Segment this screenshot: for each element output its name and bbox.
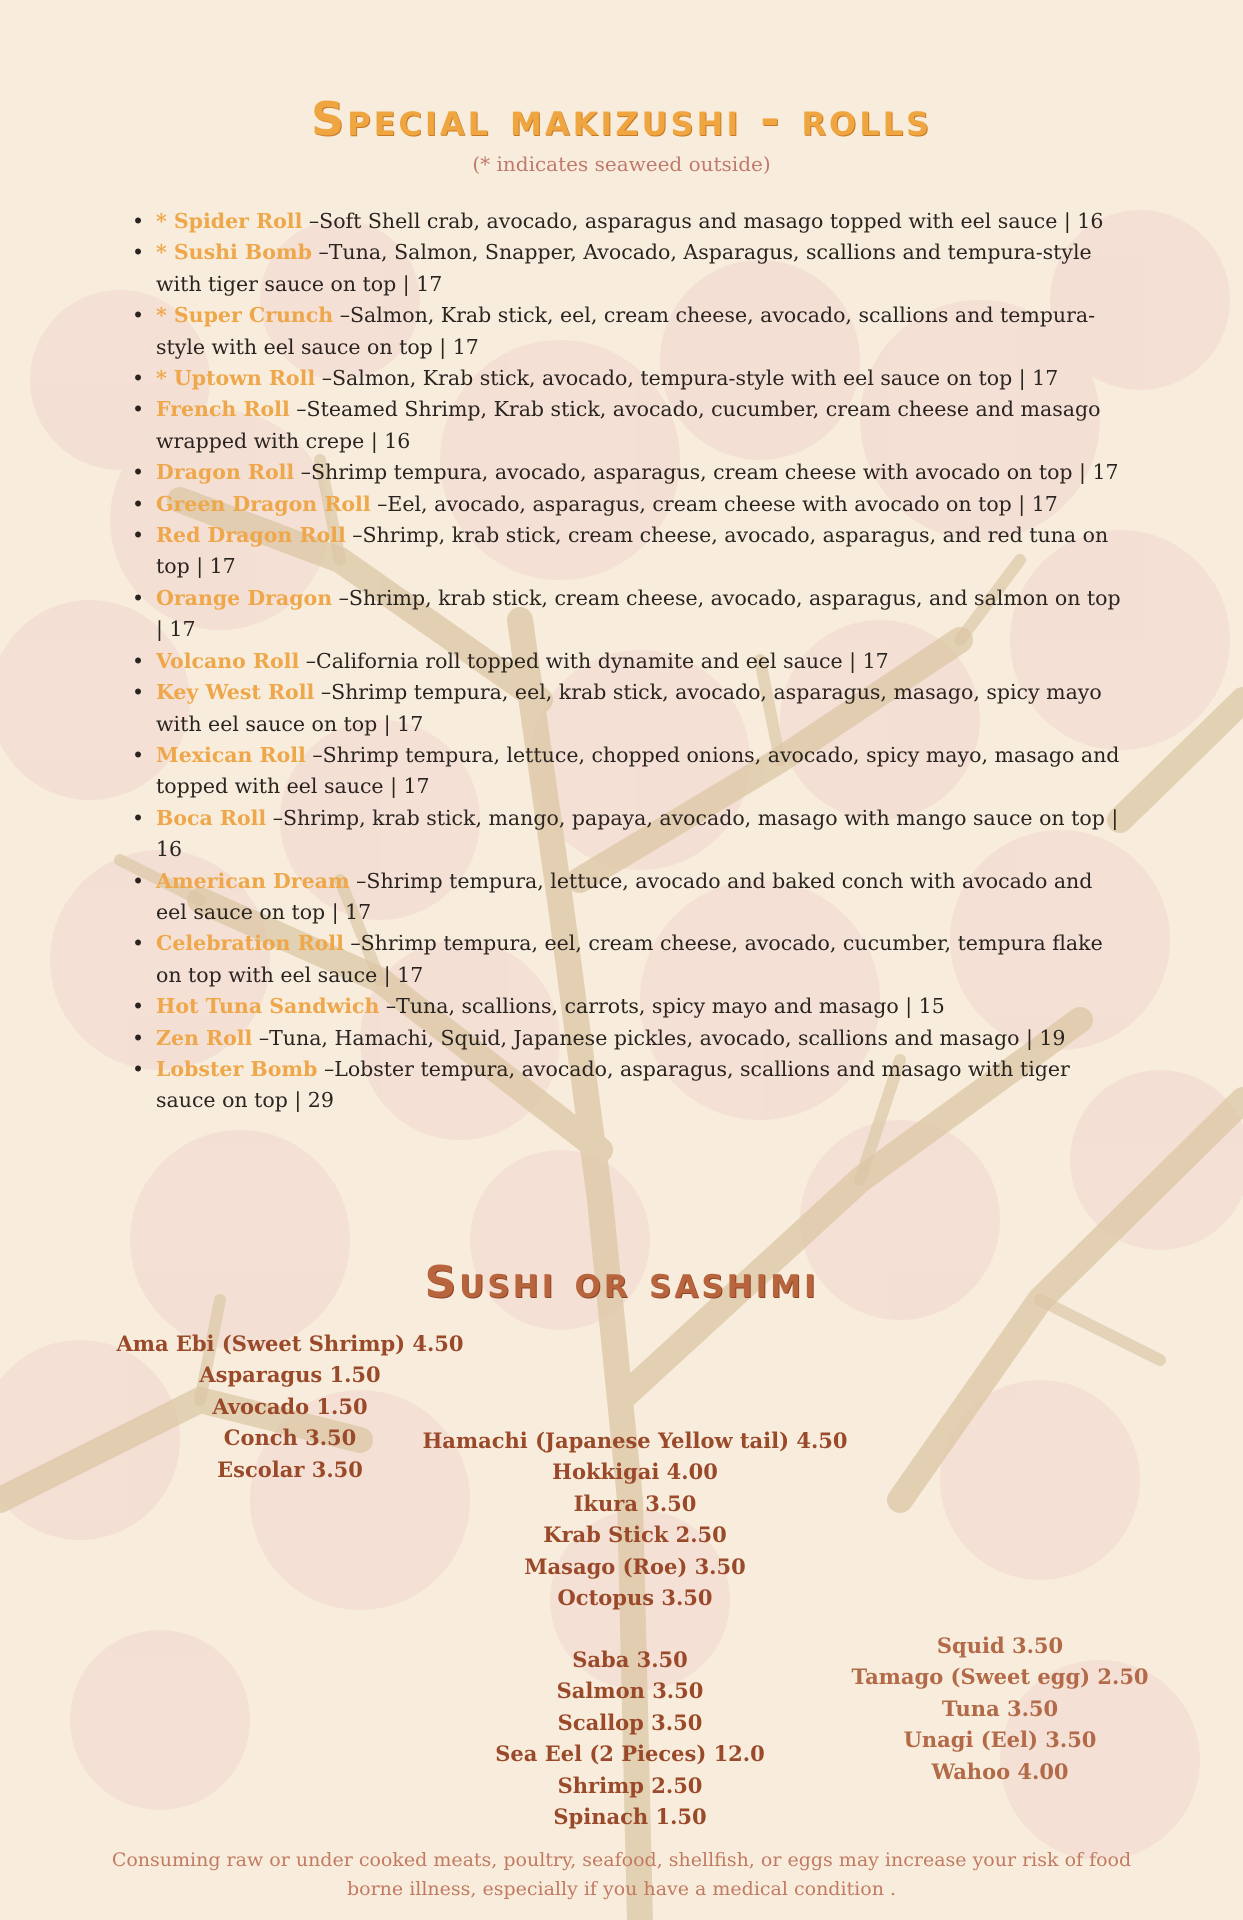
roll-description: –Steamed Shrimp, Krab stick, avocado, cucumber, cream cheese and masago wrapped with crepe | 16	[156, 397, 1101, 453]
sushi-item: Saba 3.50	[572, 1647, 688, 1672]
sushi-item: Wahoo 4.00	[931, 1758, 1069, 1784]
roll-name: Key West Roll	[156, 680, 315, 705]
sushi-section-title: Sushi or sashimi	[424, 1257, 819, 1308]
roll-description: –Shrimp, krab stick, cream cheese, avocado, asparagus, and red tuna on top | 17	[156, 523, 1109, 579]
roll-name: Orange Dragon	[156, 585, 333, 610]
roll-description: –Lobster tempura, avocado, asparagus, scallions and masago with tiger sauce on top | 29	[156, 1056, 1070, 1113]
sushi-column-right	[830, 1630, 1170, 1787]
sushi-item: Hokkigai 4.00	[552, 1459, 718, 1485]
roll-description: –Shrimp tempura, avocado, asparagus, cream cheese with avocado on top | 17	[294, 460, 1119, 485]
sushi-item: Ama Ebi (Sweet Shrimp) 4.50	[116, 1331, 464, 1356]
roll-item	[132, 803, 1122, 866]
roll-name: Boca Roll	[156, 805, 267, 830]
roll-item	[132, 457, 1122, 488]
sushi-item: Scallop 3.50	[557, 1709, 703, 1735]
roll-item	[132, 928, 1122, 991]
roll-item	[132, 866, 1122, 929]
roll-item	[132, 237, 1122, 300]
sushi-item: Shrimp 2.50	[557, 1772, 703, 1798]
roll-item	[132, 1054, 1122, 1117]
roll-item	[132, 991, 1122, 1022]
roll-description: –Soft Shell crab, avocado, asparagus and masago topped with eel sauce | 16	[302, 209, 1104, 233]
roll-name: Green Dragon Roll	[156, 491, 371, 516]
roll-name: Dragon Roll	[156, 460, 295, 485]
roll-description: –Shrimp tempura, lettuce, chopped onions, avocado, spicy mayo, masago and topped with eel sauce | 17	[156, 742, 1120, 799]
sushi-item: Squid 3.50	[936, 1633, 1064, 1658]
sushi-column-middle-top	[420, 1425, 850, 1613]
roll-description: –Tuna, Hamachi, Squid, Japanese pickles, avocado, scallions and masago | 19	[252, 1025, 1066, 1050]
roll-name: * Sushi Bomb	[156, 240, 312, 265]
sushi-item: Hamachi (Japanese Yellow tail) 4.50	[422, 1428, 848, 1453]
roll-item	[132, 1023, 1122, 1054]
roll-item	[132, 206, 1122, 237]
roll-description: –Tuna, scallions, carrots, spicy mayo and masago | 15	[379, 994, 945, 1019]
rolls-section-title: Special makizushi - rolls	[310, 92, 933, 146]
rolls-section-subtitle: (* indicates seaweed outside)	[472, 152, 771, 176]
roll-name: Hot Tuna Sandwich	[156, 994, 380, 1019]
roll-item	[132, 583, 1122, 646]
roll-description: –Shrimp, krab stick, mango, papaya, avocado, masago with mango sauce on top | 16	[156, 805, 1119, 862]
sushi-item: Sea Eel (2 Pieces) 12.0	[495, 1741, 765, 1767]
sushi-item: Escolar 3.50	[217, 1456, 363, 1482]
sushi-item: Tuna 3.50	[941, 1695, 1059, 1721]
roll-description: –Salmon, Krab stick, avocado, tempura-style with eel sauce on top | 17	[315, 366, 1059, 391]
roll-item	[132, 394, 1122, 457]
roll-description: –Tuna, Salmon, Snapper, Avocado, Asparagus, scallions and tempura-style with tiger sauce on top | 17	[156, 240, 1092, 296]
sushi-item: Unagi (Eel) 3.50	[903, 1727, 1097, 1753]
roll-name: Celebration Roll	[156, 931, 344, 956]
sushi-column-middle-bottom	[440, 1644, 820, 1832]
roll-name: * Super Crunch	[156, 303, 334, 328]
roll-name: Mexican Roll	[156, 742, 306, 767]
roll-description: –Shrimp, krab stick, cream cheese, avocado, asparagus, and salmon on top | 17	[156, 585, 1121, 642]
roll-item	[132, 646, 1122, 677]
roll-item	[132, 740, 1122, 803]
sushi-item: Ikura 3.50	[573, 1490, 697, 1516]
roll-name: Zen Roll	[156, 1025, 253, 1050]
roll-name: * Uptown Roll	[156, 366, 316, 391]
roll-description: –Shrimp tempura, lettuce, avocado and baked conch with avocado and eel sauce on top | 17	[156, 868, 1093, 924]
roll-name: American Dream	[156, 868, 350, 893]
roll-name: Lobster Bomb	[156, 1056, 318, 1081]
rolls-list	[132, 206, 1122, 1117]
roll-description: –Salmon, Krab stick, eel, cream cheese, avocado, scallions and tempura-style with eel sauce on top | 17	[156, 303, 1096, 359]
sushi-item: Asparagus 1.50	[199, 1362, 381, 1388]
roll-item	[132, 300, 1122, 363]
sushi-item: Spinach 1.50	[553, 1804, 707, 1830]
roll-name: * Spider Roll	[156, 209, 303, 233]
sushi-item: Conch 3.50	[223, 1425, 357, 1451]
roll-item	[132, 677, 1122, 740]
sushi-item: Salmon 3.50	[556, 1678, 704, 1704]
roll-name: Red Dragon Roll	[156, 523, 346, 548]
sushi-item: Masago (Roe) 3.50	[524, 1553, 746, 1579]
roll-description: –Eel, avocado, asparagus, cream cheese with avocado on top | 17	[370, 491, 1058, 516]
sushi-item: Tamago (Sweet egg) 2.50	[851, 1664, 1149, 1690]
roll-name: French Roll	[156, 397, 290, 422]
sushi-item: Avocado 1.50	[212, 1393, 368, 1419]
sushi-item: Octopus 3.50	[557, 1585, 713, 1611]
roll-name: Volcano Roll	[156, 648, 300, 673]
roll-item	[132, 489, 1122, 520]
roll-description: –Shrimp tempura, eel, krab stick, avocado, asparagus, masago, spicy mayo with eel sauce on top | 17	[156, 680, 1102, 736]
roll-item	[132, 520, 1122, 583]
roll-description: –California roll topped with dynamite and eel sauce | 17	[299, 648, 889, 673]
food-safety-disclaimer: Consuming raw or under cooked meats, poultry, seafood, shellfish, or eggs may increase your risk of food borne illness, especially if you have a medical condition .	[111, 1849, 1132, 1900]
sushi-item: Krab Stick 2.50	[543, 1522, 727, 1548]
roll-description: –Shrimp tempura, eel, cream cheese, avocado, cucumber, tempura flake on top with eel sauce | 17	[156, 931, 1103, 987]
roll-item	[132, 363, 1122, 394]
